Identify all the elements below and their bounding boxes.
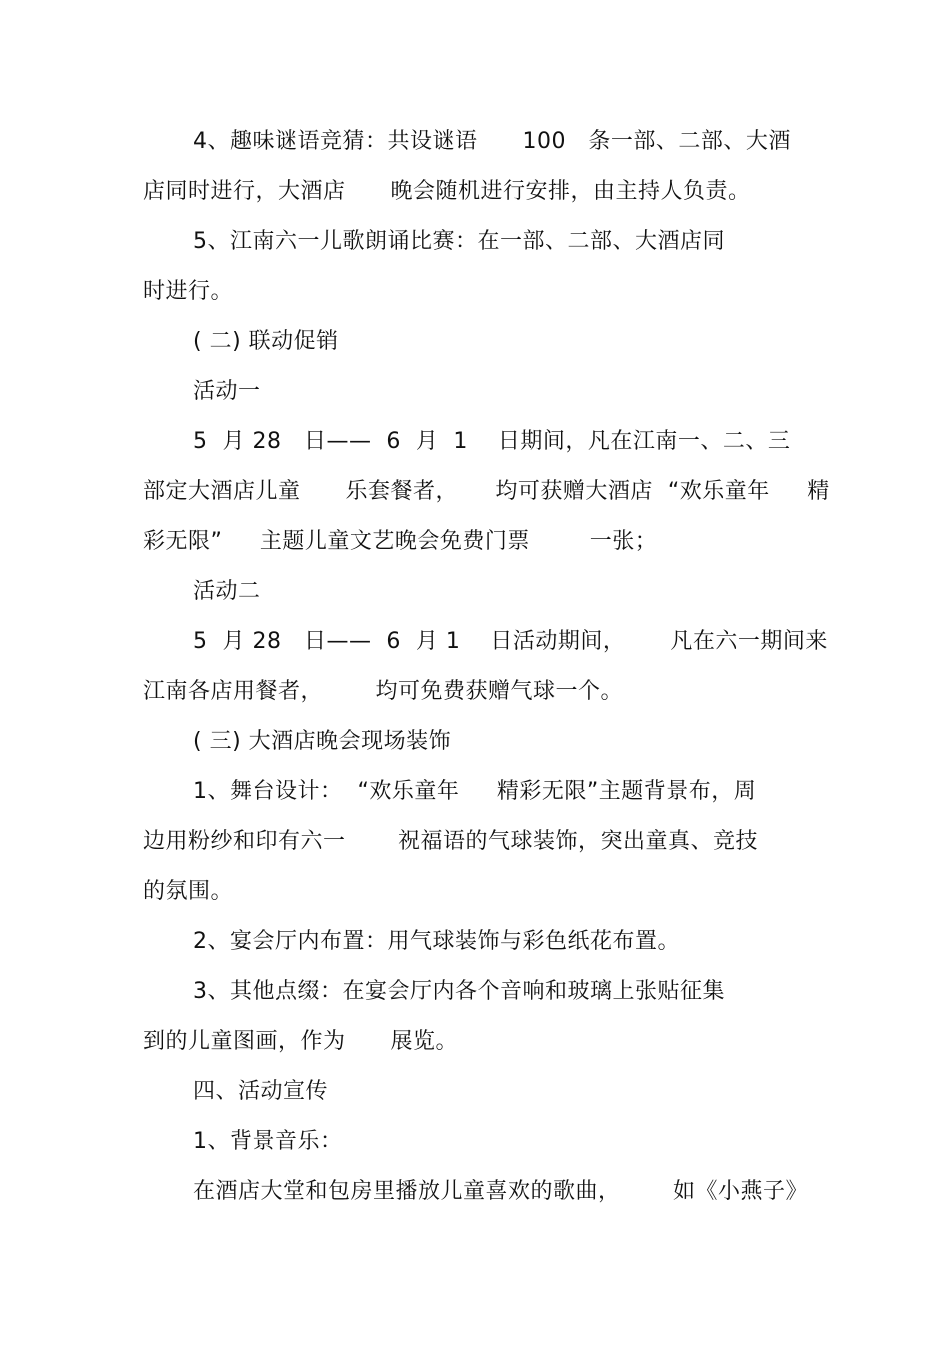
- section-heading: ( 二) 联动促销: [193, 329, 339, 354]
- paragraph-line: 在酒店大堂和包房里播放儿童喜欢的歌曲， 如《小燕子》: [193, 1179, 808, 1204]
- paragraph-line: 3、其他点缀：在宴会厅内各个音响和玻璃上张贴征集: [193, 979, 725, 1004]
- paragraph-line: 店同时进行，大酒店 晚会随机进行安排，由主持人负责。: [143, 179, 751, 204]
- paragraph-line: 时进行。: [143, 279, 234, 304]
- paragraph-line: 5 月 28 日—— 6 月 1 日活动期间， 凡在六一期间来: [193, 629, 828, 654]
- paragraph-line: 5、江南六一儿歌朗诵比赛：在一部、二部、大酒店同: [193, 229, 725, 254]
- subsection-heading: 活动二: [193, 579, 261, 604]
- paragraph-line: 2、宴会厅内布置：用气球装饰与彩色纸花布置。: [193, 929, 680, 954]
- paragraph-line: 5 月 28 日—— 6 月 1 日期间，凡在江南一、二、三: [193, 429, 791, 454]
- section-heading: 四、活动宣传: [193, 1079, 329, 1104]
- paragraph-line: 部定大酒店儿童 乐套餐者， 均可获赠大酒店 “欢乐童年 精: [143, 479, 830, 504]
- subsection-heading: 活动一: [193, 379, 261, 404]
- paragraph-line: 4、趣味谜语竞猜：共设谜语 100 条一部、二部、大酒: [193, 129, 791, 154]
- paragraph-line: 到的儿童图画，作为 展览。: [143, 1029, 458, 1054]
- paragraph-line: 的氛围。: [143, 879, 234, 904]
- paragraph-line: 彩无限” 主题儿童文艺晚会免费门票 一张；: [143, 529, 658, 554]
- subsection-heading: 1、背景音乐：: [193, 1129, 343, 1154]
- paragraph-line: 江南各店用餐者， 均可免费获赠气球一个。: [143, 679, 623, 704]
- paragraph-line: 1、舞台设计： “欢乐童年 精彩无限”主题背景布，周: [193, 779, 757, 804]
- paragraph-line: 边用粉纱和印有六一 祝福语的气球装饰，突出童真、竞技: [143, 829, 758, 854]
- section-heading: ( 三) 大酒店晚会现场装饰: [193, 729, 452, 754]
